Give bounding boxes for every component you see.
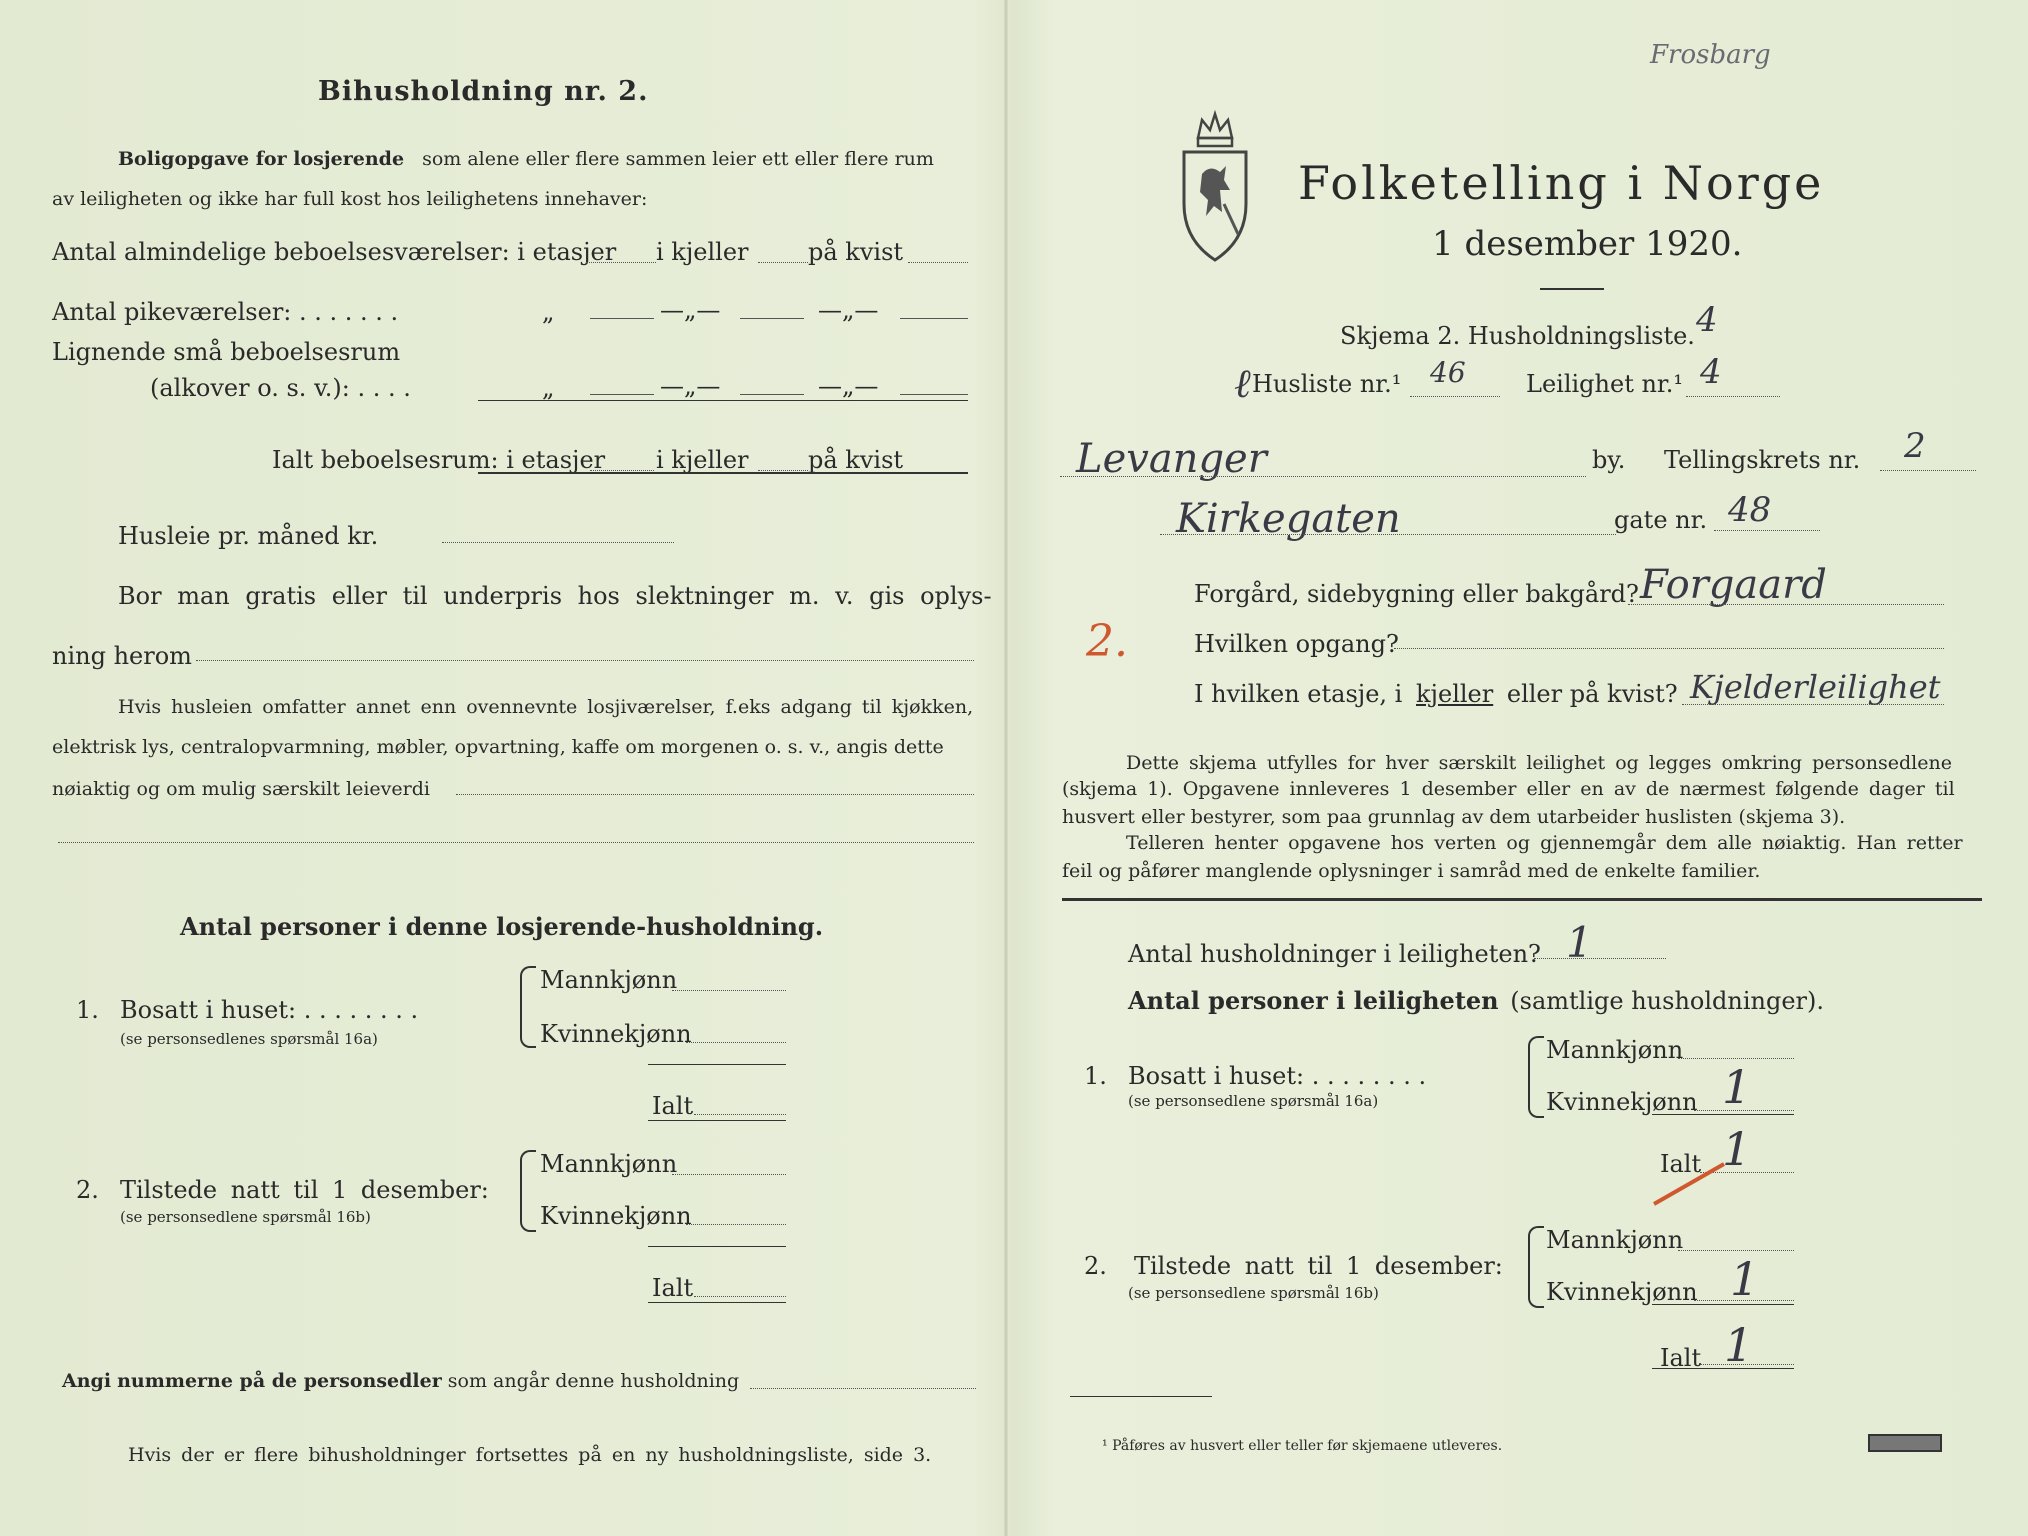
- ialt-kvist-label: på kvist: [808, 446, 904, 474]
- footnote-rule: [1070, 1396, 1212, 1397]
- left-q2-sub: (se personsedlene spørsmål 16b): [120, 1208, 371, 1226]
- lign-etasjer-field[interactable]: [590, 394, 654, 395]
- right-q2-mann: Mannkjønn: [1546, 1226, 1684, 1254]
- skjema-value: 4: [1696, 300, 1718, 340]
- husliste-label: Husliste nr.¹: [1252, 370, 1402, 398]
- left-q2-sum-rule: [648, 1246, 786, 1247]
- left-q2-mann: Mannkjønn: [540, 1150, 678, 1178]
- gate-nr-value: 48: [1728, 490, 1772, 530]
- right-q1-kvinne: Kvinnekjønn: [1546, 1088, 1698, 1116]
- right-q2-kvinne-value: 1: [1730, 1252, 1760, 1306]
- gate-field[interactable]: [1160, 534, 1616, 535]
- etasje-line: I hvilken etasje, i kjeller eller på kvist?: [1194, 680, 1678, 708]
- opgang-label: Hvilken opgang?: [1194, 630, 1399, 658]
- etasje-field[interactable]: [1682, 704, 1944, 705]
- antal-hush-value: 1: [1566, 918, 1593, 967]
- footnote: ¹ Påføres av husvert eller teller før skjemaene utleveres.: [1102, 1438, 1503, 1454]
- left-q1-mann-field[interactable]: [672, 990, 786, 991]
- left-q2-ialt-field[interactable]: [694, 1296, 786, 1297]
- ialt-rule: [478, 472, 968, 474]
- left-q2-kvinne-field[interactable]: [686, 1224, 786, 1225]
- lign-label-1: Lignende små beboelsesrum: [52, 338, 401, 366]
- right-persons-heading: Antal personer i leiligheten (samtlige husholdninger).: [1128, 986, 1825, 1015]
- left-q2-kvinne: Kvinnekjønn: [540, 1202, 692, 1230]
- right-q2-mann-field[interactable]: [1678, 1250, 1794, 1251]
- right-q1-num: 1.: [1084, 1062, 1107, 1090]
- date-rule: [1540, 288, 1604, 290]
- left-q1-label: Bosatt i huset: . . . . . . . .: [120, 996, 419, 1024]
- red-check-icon: [1650, 1160, 1730, 1210]
- leilighet-label: Leilighet nr.¹: [1526, 370, 1684, 398]
- left-q1-ialt-rule: [648, 1120, 786, 1121]
- ialt-kjeller-field[interactable]: [758, 470, 808, 471]
- left-q2-brace: [520, 1150, 536, 1232]
- right-q2-sub: (se personsedlene spørsmål 16b): [1128, 1284, 1379, 1302]
- right-q1-mann: Mannkjønn: [1546, 1036, 1684, 1064]
- lign-ditto: „: [542, 374, 555, 402]
- opgang-field[interactable]: [1394, 648, 1944, 649]
- gate-nr-field[interactable]: [1714, 530, 1820, 531]
- left-q1-sum-rule: [648, 1064, 786, 1065]
- bor-field[interactable]: [196, 660, 974, 661]
- right-q2-kvinne-field[interactable]: [1694, 1300, 1794, 1301]
- angi-field[interactable]: [750, 1388, 976, 1389]
- leilighet-value: 4: [1700, 352, 1722, 392]
- etasje-value: Kjelderleilighet: [1690, 668, 1941, 706]
- right-q2-ialt-rule: [1652, 1368, 1794, 1369]
- right-q2-label: Tilstede natt til 1 desember:: [1134, 1252, 1503, 1280]
- right-q2-brace: [1528, 1226, 1544, 1308]
- right-q1-ialt: Ialt: [1660, 1150, 1702, 1178]
- left-q1-ialt-field[interactable]: [694, 1114, 786, 1115]
- right-q2-num: 2.: [1084, 1252, 1107, 1280]
- rooms-label: Antal almindelige beboelsesværelser: i etasjer: [52, 238, 617, 266]
- page-fold: [1004, 0, 1008, 1536]
- forgard-field[interactable]: [1628, 604, 1944, 605]
- husleie-label: Husleie pr. måned kr.: [118, 522, 379, 550]
- husliste-handmark: ℓ: [1234, 361, 1251, 407]
- intro-line-1: Boligopgave for losjerende som alene eller flere sammen leier ett eller flere rum: [118, 148, 934, 170]
- left-q1-mann: Mannkjønn: [540, 966, 678, 994]
- left-q2-ialt-rule: [648, 1302, 786, 1303]
- rooms-kvist-label: på kvist: [808, 238, 904, 266]
- left-footer: Hvis der er flere bihusholdninger fortsettes på en ny husholdningsliste, side 3.: [128, 1444, 932, 1466]
- coat-of-arms-icon: [1176, 108, 1254, 264]
- pike-ditto-3: —„—: [818, 296, 879, 324]
- left-q1-kvinne: Kvinnekjønn: [540, 1020, 692, 1048]
- pike-kjeller-field[interactable]: [740, 318, 804, 319]
- right-q1-kvinne-value: 1: [1722, 1060, 1752, 1114]
- antal-hush-field[interactable]: [1534, 958, 1666, 959]
- husliste-field[interactable]: [1410, 396, 1500, 397]
- right-q1-brace: [1528, 1036, 1544, 1118]
- forgard-value: Forgaard: [1640, 562, 1827, 608]
- right-q2-sum-rule: [1652, 1304, 1794, 1305]
- forgard-label: Forgård, sidebygning eller bakgård?: [1194, 580, 1639, 608]
- pike-kvist-field[interactable]: [900, 318, 968, 319]
- right-q2-kvinne: Kvinnekjønn: [1546, 1278, 1698, 1306]
- right-q1-mann-field[interactable]: [1678, 1058, 1794, 1059]
- left-q1-kvinne-field[interactable]: [686, 1042, 786, 1043]
- rooms-etasjer-field[interactable]: [586, 262, 656, 263]
- right-q2-ialt: Ialt: [1660, 1344, 1702, 1372]
- rooms-kvist-field[interactable]: [908, 262, 968, 263]
- angi-line: Angi nummerne på de personsedler som angår denne husholdning: [62, 1370, 740, 1392]
- husleie-field[interactable]: [442, 542, 674, 543]
- red-mark: 2.: [1086, 616, 1128, 667]
- lign-kvist-field[interactable]: [900, 394, 968, 395]
- ialt-etasjer-field[interactable]: [590, 470, 654, 471]
- gate-label: gate nr.: [1614, 506, 1708, 534]
- instr-line-4: Telleren henter opgavene hos verten og gjennemgår dem alle nøiaktig. Han retter: [1126, 832, 1963, 854]
- right-q2-ialt-field[interactable]: [1700, 1364, 1794, 1365]
- right-q1-sum-rule: [1652, 1114, 1794, 1115]
- left-q1-sub: (se personsedlenes spørsmål 16a): [120, 1030, 378, 1048]
- instr-rule: [1062, 898, 1982, 901]
- instr-line-1: Dette skjema utfylles for hver særskilt leilighet og legges omkring personsedlene: [1126, 752, 1952, 774]
- right-q1-kvinne-field[interactable]: [1694, 1110, 1794, 1111]
- left-q1-brace: [520, 966, 536, 1048]
- skjema-label: Skjema 2. Husholdningsliste.: [1340, 322, 1695, 350]
- ialt-kjeller-label: i kjeller: [656, 446, 749, 474]
- margin-note: Frosbarg: [1650, 40, 1771, 70]
- sum-rule: [478, 400, 968, 401]
- leilighet-field[interactable]: [1686, 396, 1780, 397]
- instr-line-2: (skjema 1). Opgavene innleveres 1 desember eller en av de nærmest følgende dager til: [1062, 778, 1955, 800]
- right-q1-ialt-value: 1: [1722, 1122, 1752, 1176]
- pike-ditto: „: [542, 298, 555, 326]
- antal-hush-label: Antal husholdninger i leiligheten?: [1128, 940, 1541, 968]
- bor-line-1: Bor man gratis eller til underpris hos slektninger m. v. gis oplys-: [118, 582, 992, 610]
- hvis-field-2[interactable]: [58, 842, 974, 843]
- left-persons-heading: Antal personer i denne losjerende-husholdning.: [180, 912, 824, 941]
- by-value: Levanger: [1076, 436, 1267, 482]
- rooms-kjeller-field[interactable]: [758, 262, 808, 263]
- ialt-rooms-label: Ialt beboelsesrum: i etasjer: [272, 446, 606, 474]
- hvis-field-1[interactable]: [456, 794, 974, 795]
- gate-value: Kirkegaten: [1176, 496, 1401, 542]
- instr-line-5: feil og påfører manglende oplysninger i samråd med de enkelte familier.: [1062, 860, 1761, 882]
- hvis-line-1: Hvis husleien omfatter annet enn ovennevnte losjiværelser, f.eks adgang til kjøkken,: [118, 696, 974, 718]
- right-q2-ialt-value: 1: [1724, 1318, 1754, 1372]
- left-title: Bihusholdning nr. 2.: [318, 76, 649, 107]
- left-q2-ialt: Ialt: [652, 1274, 694, 1302]
- right-title: Folketelling i Norge: [1298, 156, 1825, 210]
- krets-value: 2: [1904, 426, 1926, 466]
- left-q2-num: 2.: [76, 1176, 99, 1204]
- hvis-line-3: nøiaktig og om mulig særskilt leieverdi: [52, 778, 430, 800]
- krets-label: Tellingskrets nr.: [1664, 446, 1861, 474]
- rooms-kjeller-label: i kjeller: [656, 238, 749, 266]
- right-date: 1 desember 1920.: [1432, 224, 1743, 264]
- by-label: by.: [1592, 446, 1626, 474]
- husliste-value: 46: [1430, 356, 1466, 389]
- bor-line-2: ning herom: [52, 642, 192, 670]
- lign-ditto-2: —„—: [660, 372, 721, 400]
- by-field[interactable]: [1060, 476, 1586, 477]
- pike-ditto-2: —„—: [660, 296, 721, 324]
- printer-stamp: [1868, 1434, 1942, 1452]
- pike-label: Antal pikeværelser: . . . . . . .: [52, 298, 399, 326]
- pike-etasjer-field[interactable]: [590, 318, 654, 319]
- lign-kjeller-field[interactable]: [740, 394, 804, 395]
- right-q1-sub: (se personsedlene spørsmål 16a): [1128, 1092, 1379, 1110]
- intro-line-2: av leiligheten og ikke har full kost hos leilighetens innehaver:: [52, 188, 648, 210]
- lign-ditto-3: —„—: [818, 372, 879, 400]
- instr-line-3: husvert eller bestyrer, som paa grunnlag av dem utarbeider huslisten (skjema 3).: [1062, 806, 1846, 828]
- right-q1-label: Bosatt i huset: . . . . . . . .: [1128, 1062, 1427, 1090]
- left-q1-num: 1.: [76, 996, 99, 1024]
- lign-label-2: (alkover o. s. v.): . . . .: [150, 374, 411, 402]
- krets-field[interactable]: [1880, 470, 1976, 471]
- left-q2-label: Tilstede natt til 1 desember:: [120, 1176, 489, 1204]
- left-q1-ialt: Ialt: [652, 1092, 694, 1120]
- hvis-line-2: elektrisk lys, centralopvarmning, møbler, opvartning, kaffe om morgenen o. s. v., angis dette: [52, 736, 944, 758]
- left-q2-mann-field[interactable]: [672, 1174, 786, 1175]
